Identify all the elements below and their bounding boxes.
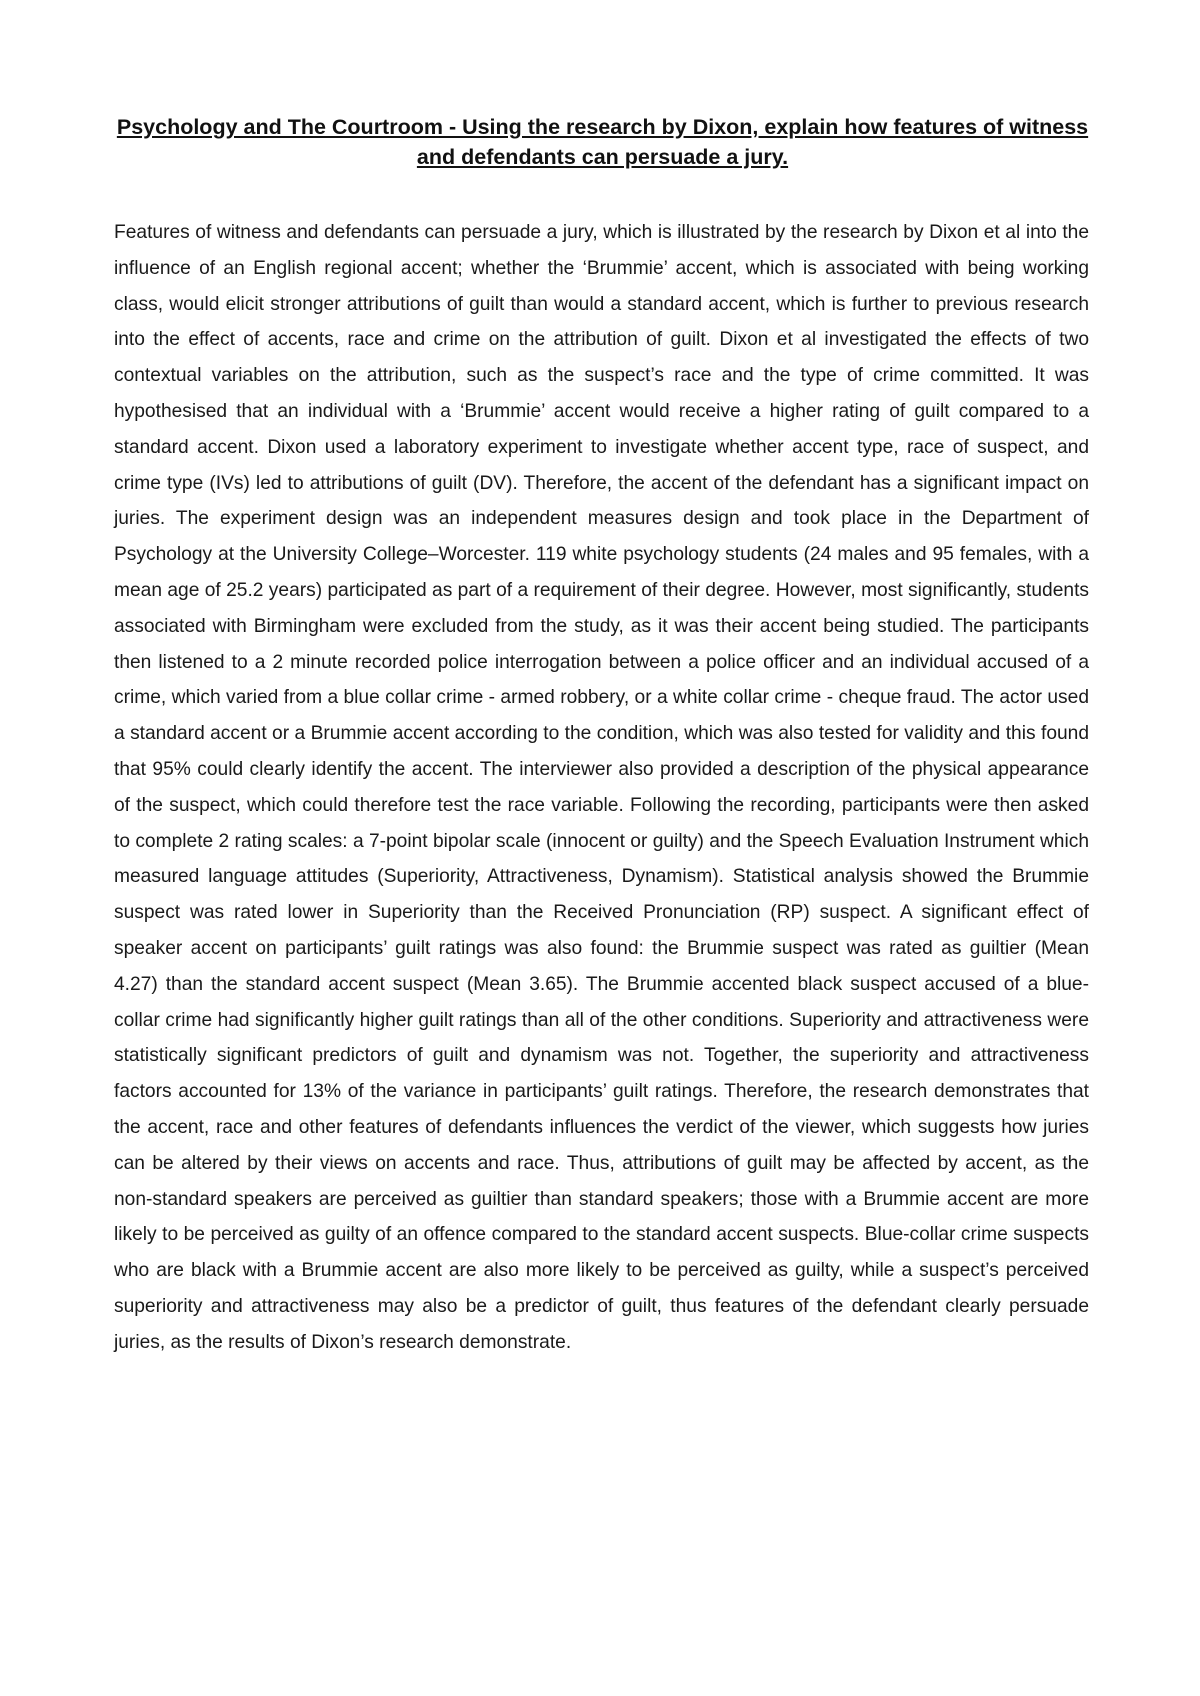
essay-paragraph: Features of witness and defendants can persuade a jury, which is illustrated by the research by Dixon et al into the influence of an English regional accent; whether the ‘Brummie’ accent, which is associated with being working class, would elicit stronger attributions of guilt than would a standard accent, which is further to previous research into the effect of accents, race and crime on the attribution of guilt. Dixon et al investigated the effects of two contextual variables on the attribution, such as the suspect’s race and the type of crime committed. It was hypothesised that an individual with a ‘Brummie’ accent would receive a higher rating of guilt compared to a standard accent. Dixon used a laboratory experiment to investigate whether accent type, race of suspect, and crime type (IVs) led to attributions of guilt (DV). Therefore, the accent of the defendant has a significant impact on juries. The experiment design was an independent measures design and took place in the Department of Psychology at the University College–Worcester. 119 white psychology students (24 males and 95 females, with a mean age of 25.2 years) participated as part of a requirement of their degree. However, most significantly, students associated with Birmingham were excluded from the study, as it was their accent being studied. The participants then listened to a 2 minute recorded police interrogation between a police officer and an individual accused of a crime, which varied from a blue collar crime - armed robbery, or a white collar crime - cheque fraud. The actor used a standard accent or a Brummie accent according to the condition, which was also tested for validity and this found that 95% could clearly identify the accent. The interviewer also provided a description of the physical appearance of the suspect, which could therefore test the race variable. Following the recording, participants were then asked to complete 2 rating scales: a 7-point bipolar scale (innocent or guilty) and the Speech Evaluation Instrument which measured language attitudes (Superiority, Attractiveness, Dynamism). Statistical analysis showed the Brummie suspect was rated lower in Superiority than the Received Pronunciation (RP) suspect. A significant effect of speaker accent on participants’ guilt ratings was also found: the Brummie suspect was rated as guiltier (Mean 4.27) than the standard accent suspect (Mean 3.65). The Brummie accented black suspect accused of a blue-collar crime had significantly higher guilt ratings than all of the other conditions. Superiority and attractiveness were statistically significant predictors of guilt and dynamism was not. Together, the superiority and attractiveness factors accounted for 13% of the variance in participants’ guilt ratings. Therefore, the research demonstrates that the accent, race and other features of defendants influences the verdict of the viewer, which suggests how juries can be altered by their views on accents and race. Thus, attributions of guilt may be affected by accent, as the non-standard speakers are perceived as guiltier than standard speakers; those with a Brummie accent are more likely to be perceived as guilty of an offence compared to the standard accent suspects. Blue-collar crime suspects who are black with a Brummie accent are also more likely to be perceived as guilty, while a suspect’s perceived superiority and attractiveness may also be a predictor of guilt, thus features of the defendant clearly persuade juries, as the results of Dixon’s research demonstrate. [114,222,1089,1353]
document-title: Psychology and The Courtroom - Using the research by Dixon, explain how features of witness and defendants can persuade a jury. [116,115,1089,169]
